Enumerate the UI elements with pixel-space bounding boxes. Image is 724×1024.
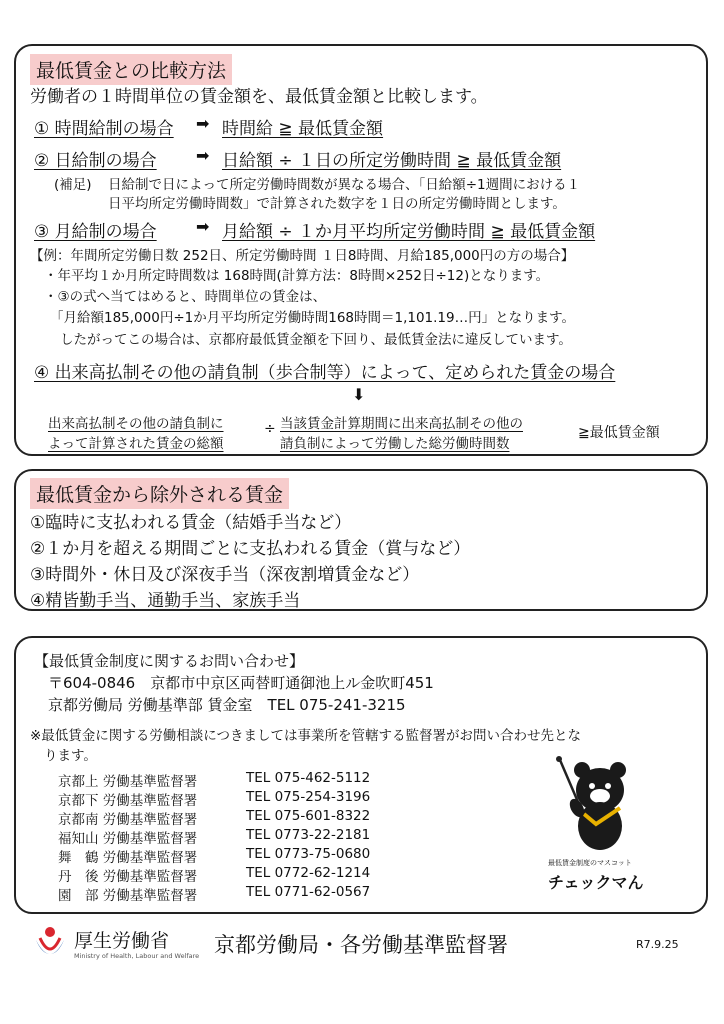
monthly-label: ③ 月給制の場合	[34, 222, 157, 242]
piece-rate-label: ④ 出来高払制その他の請負制（歩合制等）によって、定められた賃金の場合	[34, 363, 616, 383]
monthly-formula: 月給額 ÷ １か月平均所定労働時間 ≧ 最低賃金額	[222, 222, 596, 242]
hourly-formula: 時間給 ≧ 最低賃金額	[222, 119, 384, 139]
office-name: 京都下	[58, 793, 99, 809]
office-tel: TEL 075-462-5112	[246, 770, 371, 786]
contact-office: 京都労働局 労働基準部 賃金室 TEL 075-241-3215	[48, 696, 406, 714]
mascot-caption: 最低賃金制度のマスコット	[548, 859, 632, 867]
office-suffix: 労働基準監督署	[102, 869, 198, 885]
example-line-4: したがってこの場合は、京都府最低賃金額を下回り、最低賃金法に違反しています。	[60, 332, 572, 348]
example-line-1: ・年平均１か月所定時間数は 168時間(計算方法：8時間×252日÷12)となります。	[44, 268, 550, 284]
office-row	[58, 827, 197, 847]
office-row	[58, 789, 197, 809]
office-suffix: 労働基準監督署	[102, 888, 198, 904]
supplement-tag: (補足)	[54, 177, 92, 193]
fraction-result: ≧最低賃金額	[578, 425, 660, 441]
mascot-name: チェックマん	[548, 873, 644, 892]
footer-title: 京都労働局・各労働基準監督署	[214, 933, 508, 957]
office-tel: TEL 075-601-8322	[246, 808, 371, 824]
divide-sign: ÷	[264, 421, 276, 437]
down-arrow-icon: ⬇	[352, 385, 366, 404]
fraction-numerator-2: よって計算された賃金の総額	[48, 436, 224, 452]
office-row	[58, 846, 197, 866]
office-name: 園 部	[58, 888, 99, 904]
office-name: 京都南	[58, 812, 99, 828]
office-tel: TEL 0771-62-0567	[246, 884, 371, 900]
hourly-label: ① 時間給制の場合	[34, 119, 174, 139]
office-suffix: 労働基準監督署	[102, 812, 198, 828]
excluded-item: ④精皆勤手当、通勤手当、家族手当	[30, 591, 301, 611]
contact-address: 〒604-0846 京都市中京区両替町通御池上ル金吹町451	[48, 674, 434, 692]
daily-formula: 日給額 ÷ １日の所定労働時間 ≧ 最低賃金額	[222, 151, 562, 171]
office-tel: TEL 0773-75-0680	[246, 846, 371, 862]
office-tel: TEL 075-254-3196	[246, 789, 371, 805]
daily-label: ② 日給制の場合	[34, 151, 157, 171]
supplement-line-2: 日平均所定労働時間数」で計算された数字を１日の所定労働時間とします。	[108, 196, 566, 212]
office-name: 丹 後	[58, 869, 99, 885]
office-tel: TEL 0773-22-2181	[246, 827, 371, 843]
office-row	[58, 865, 197, 885]
office-suffix: 労働基準監督署	[102, 831, 198, 847]
office-name: 舞 鶴	[58, 850, 99, 866]
ministry-name: 厚生労働省	[74, 930, 170, 952]
office-name: 京都上	[58, 774, 99, 790]
excluded-item: ③時間外・休日及び深夜手当（深夜割増賃金など）	[30, 565, 420, 585]
mascot-bear-icon	[548, 756, 638, 852]
comparison-heading: 最低賃金との比較方法	[30, 54, 232, 85]
excluded-item: ①臨時に支払われる賃金（結婚手当など）	[30, 513, 352, 533]
right-arrow-icon: ➡	[196, 114, 210, 133]
footer-date: R7.9.25	[636, 938, 679, 951]
excluded-wages-heading: 最低賃金から除外される賃金	[30, 478, 289, 509]
office-suffix: 労働基準監督署	[102, 850, 198, 866]
ministry-logo-icon	[30, 924, 70, 964]
office-row	[58, 808, 197, 828]
fraction-denominator-2: 請負制によって労働した総労働時間数	[280, 436, 510, 452]
comparison-intro: 労働者の１時間単位の賃金額を、最低賃金額と比較します。	[30, 87, 488, 107]
office-name: 福知山	[58, 831, 99, 847]
right-arrow-icon: ➡	[196, 146, 210, 165]
fraction-denominator-1: 当該賃金計算期間に出来高払制その他の	[280, 416, 523, 432]
example-line-3: 「月給額185,000円÷1か月平均所定労働時間168時間＝1,101.19…円」となります。	[50, 310, 576, 326]
example-heading: 【例：年間所定労働日数 252日、所定労働時間 １日8時間、月給185,000円の方の場合】	[30, 248, 575, 264]
office-tel: TEL 0772-62-1214	[246, 865, 371, 881]
office-row	[58, 884, 197, 904]
fraction-numerator-1: 出来高払制その他の請負制に	[48, 416, 224, 432]
contact-note-1: ※最低賃金に関する労働相談につきましては事業所を管轄する監督署がお問い合わせ先とな	[30, 728, 582, 744]
office-suffix: 労働基準監督署	[102, 774, 198, 790]
example-line-2: ・③の式へ当てはめると、時間単位の賃金は、	[44, 289, 327, 305]
contact-note-2: ります。	[44, 748, 97, 764]
office-suffix: 労働基準監督署	[102, 793, 198, 809]
excluded-item: ②１か月を超える期間ごとに支払われる賃金（賞与など）	[30, 539, 471, 559]
supplement-line-1: 日給制で日によって所定労働時間数が異なる場合、「日給額÷1週間における１	[108, 177, 581, 193]
ministry-name-en: Ministry of Health, Labour and Welfare	[74, 952, 200, 960]
right-arrow-icon: ➡	[196, 217, 210, 236]
office-row	[58, 770, 197, 790]
contact-heading: 【最低賃金制度に関するお問い合わせ】	[34, 652, 305, 670]
